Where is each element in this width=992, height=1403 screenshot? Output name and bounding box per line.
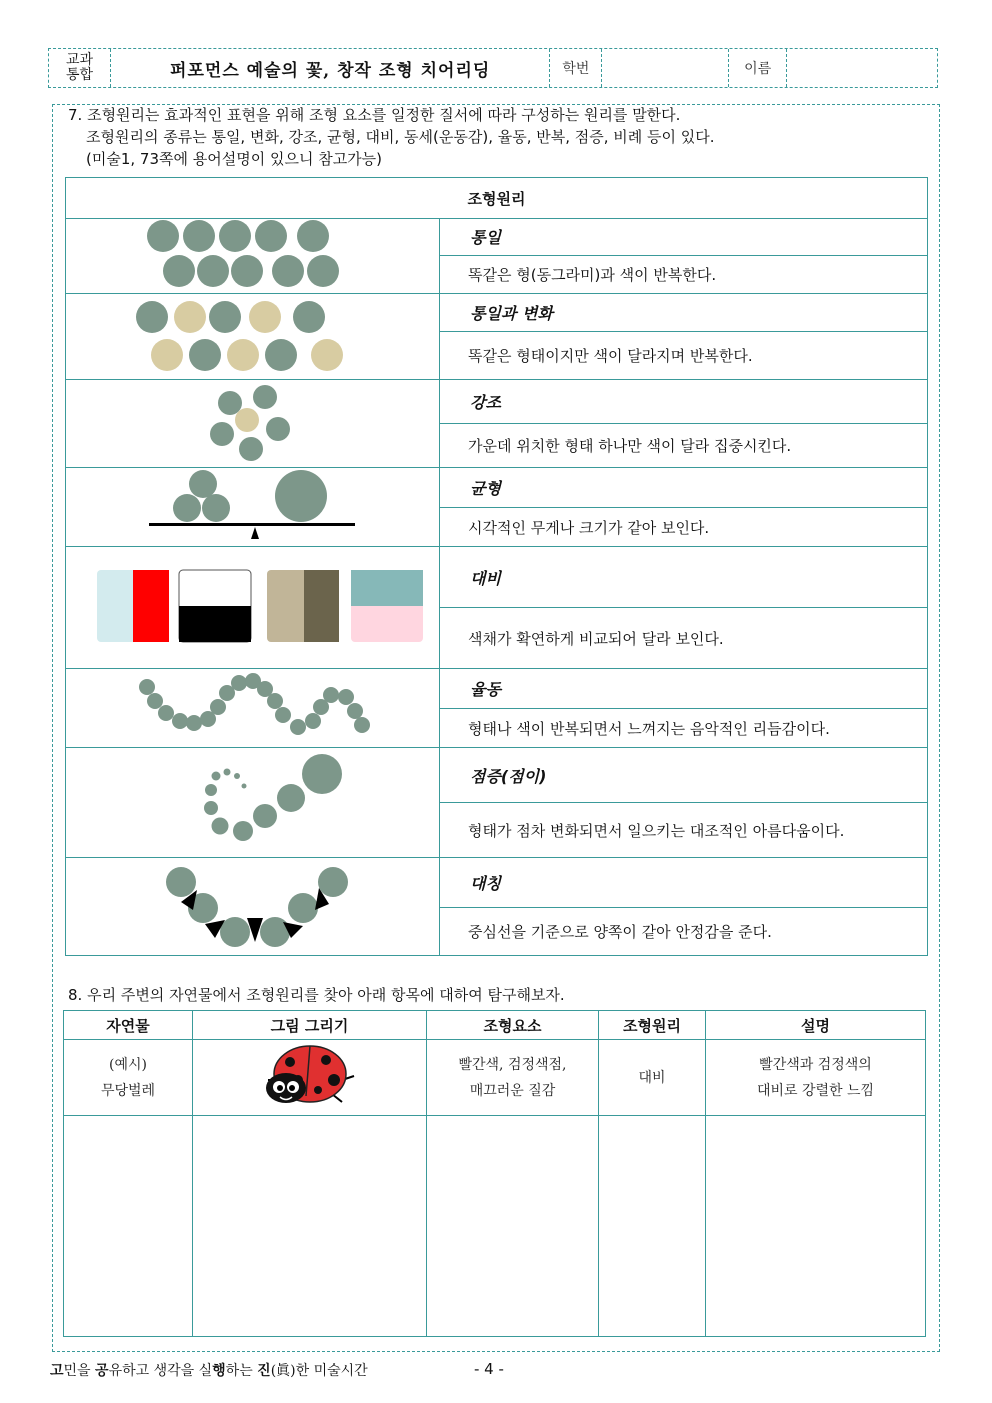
student-no-label: 학번 <box>550 49 602 87</box>
principle-desc: 형태나 색이 반복되면서 느껴지는 음악적인 리듬감이다. <box>440 709 928 748</box>
principles-table <box>65 177 928 956</box>
q8-question: 8. 우리 주변의 자연물에서 조형원리를 찾아 아래 항목에 대하여 탐구해보자. <box>68 986 565 1004</box>
subject-cell <box>49 49 111 87</box>
q7-line2: 조형원리의 종류는 통일, 변화, 강조, 균형, 대비, 동세(운동감), 율동, 반복, 점증, 비례 등이 있다. <box>86 128 715 146</box>
principle-desc: 중심선을 기준으로 양쪽이 같아 안정감을 준다. <box>440 908 928 956</box>
contrast-illustration <box>66 547 440 669</box>
gradation-illustration <box>66 748 440 858</box>
unity-illustration <box>66 219 440 294</box>
footer-text-2: 유하고 생각을 실 <box>108 1363 213 1379</box>
contrast-swatch-1 <box>97 570 169 642</box>
answer-description-cell[interactable] <box>706 1116 926 1337</box>
page-number: - 4 - <box>474 1360 504 1378</box>
principle-desc: 똑같은 형(동그라미)과 색이 반복한다. <box>440 255 928 293</box>
principle-name: 점증(점이) <box>440 748 928 803</box>
balance-illustration <box>66 468 440 547</box>
exploration-table <box>63 1010 926 1337</box>
col-header-principle: 조형원리 <box>599 1011 706 1040</box>
contrast-swatch-2 <box>179 570 251 642</box>
emphasis-illustration <box>66 380 440 468</box>
example-principle: 대비 <box>599 1040 706 1116</box>
footer-slogan <box>50 1360 368 1380</box>
ladybug-illustration <box>250 1040 370 1106</box>
principle-desc: 형태가 점차 변화되면서 일으키는 대조적인 아름다움이다. <box>440 803 928 858</box>
student-no-field[interactable] <box>602 49 729 87</box>
col-header-drawing: 그림 그리기 <box>193 1011 427 1040</box>
col-header-description: 설명 <box>706 1011 926 1040</box>
principle-name: 균형 <box>440 468 928 508</box>
answer-drawing-cell[interactable] <box>193 1116 427 1337</box>
example-object <box>64 1040 193 1116</box>
example-object-line2: 무당벌레 <box>100 1082 156 1099</box>
example-drawing <box>193 1040 427 1116</box>
example-desc-line1: 빨간색과 검정색의 <box>759 1056 872 1073</box>
answer-principle-cell[interactable] <box>599 1116 706 1337</box>
footer-bold-4: 진 <box>257 1363 271 1379</box>
principle-name: 율동 <box>440 669 928 709</box>
principle-name: 통일과 변화 <box>440 294 928 332</box>
example-element <box>427 1040 599 1116</box>
footer-text-3: 하는 <box>225 1363 258 1379</box>
q7-line1: 7. 조형원리는 효과적인 표현을 위해 조형 요소를 일정한 질서에 따라 구성하는 원리를 말한다. <box>68 106 681 124</box>
q7-line3: (미술1, 73쪽에 용어설명이 있으니 참고가능) <box>86 150 383 168</box>
contrast-swatch-4 <box>351 570 423 642</box>
example-element-line2: 매끄러운 질감 <box>469 1082 556 1099</box>
footer-text-4: (眞)한 미술시간 <box>270 1363 368 1379</box>
principle-desc: 똑같은 형태이지만 색이 달라지며 반복한다. <box>440 332 928 380</box>
principle-desc: 색채가 확연하게 비교되어 달라 보인다. <box>440 608 928 669</box>
subject-line1: 교과 <box>65 52 93 68</box>
principle-name: 강조 <box>440 380 928 424</box>
principles-table-title: 조형원리 <box>66 178 928 219</box>
principle-name: 대칭 <box>440 858 928 908</box>
col-header-object: 자연물 <box>64 1011 193 1040</box>
header-bar <box>48 48 938 88</box>
footer-text-1: 민을 <box>63 1363 96 1379</box>
q7-intro <box>68 104 715 170</box>
footer-bold-1: 고 <box>50 1363 64 1379</box>
principle-name: 통일 <box>440 219 928 256</box>
principle-name: 대비 <box>440 547 928 608</box>
unity-variety-illustration <box>66 294 440 380</box>
footer-bold-3: 행 <box>212 1363 226 1379</box>
example-object-line1: (예시) <box>109 1056 147 1073</box>
name-field[interactable] <box>787 49 937 87</box>
answer-object-cell[interactable] <box>64 1116 193 1337</box>
footer-bold-2: 공 <box>95 1363 109 1379</box>
worksheet-title: 퍼포먼스 예술의 꽃, 창작 조형 치어리딩 <box>111 49 551 87</box>
example-element-line1: 빨간색, 검정색점, <box>458 1056 567 1073</box>
answer-element-cell[interactable] <box>427 1116 599 1337</box>
principle-desc: 가운데 위치한 형태 하나만 색이 달라 집중시킨다. <box>440 424 928 468</box>
example-description <box>706 1040 926 1116</box>
subject-line2: 통합 <box>65 67 93 83</box>
example-desc-line2: 대비로 강렬한 느낌 <box>756 1082 875 1099</box>
col-header-element: 조형요소 <box>427 1011 599 1040</box>
contrast-swatch-3 <box>267 570 339 642</box>
symmetry-illustration <box>66 858 440 956</box>
rhythm-illustration <box>66 669 440 748</box>
principle-desc: 시각적인 무게나 크기가 같아 보인다. <box>440 508 928 547</box>
name-label: 이름 <box>729 49 787 87</box>
